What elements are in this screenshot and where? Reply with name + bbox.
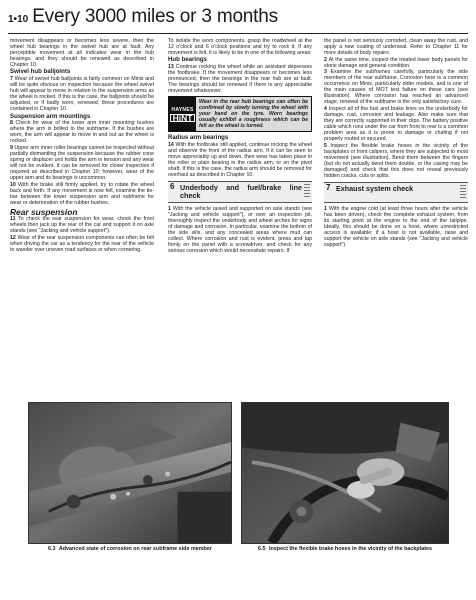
paragraph-4: 4 Inspect all of the fuel and brake lines on the underbody for damage, rust, corrosion and leakage. Also make sure that they are correctly supported in their clips. The battery positive cable which runs under the car from front to rear is a common problem area as it is prone to damage or chafing if not properly routed or secured.	[324, 106, 468, 143]
figure-caption-6-3: 6.3 Advanced state of corrosion on rear subframe side member	[48, 546, 212, 552]
paragraph-1: 1 With the vehicle raised and supported on axle stands (see "Jacking and vehicle support"), or over an inspection pit, thoroughly inspect the underbody and wheel arches for signs of damage and corrosion. In particular, examine the bottom of the side sills, and any concealed areas where mud can collect. Where corrosion and rust is evident, press and tap firmly on the panel with a screwdriver, and check for any serious corrosion which would necessitate repairs. If	[168, 206, 312, 255]
paragraph-2: 2 At the same time, inspect the treated lower body panels for stone damage and general condition.	[324, 56, 468, 69]
page-number: 1•10	[8, 14, 29, 25]
page-title: Every 3000 miles or 3 months	[32, 6, 278, 27]
paragraph-7: 7 Wear of swivel hub balljoints is fairly common on Minis and will be quite obvious on inspection because the wheel swivel hub will appear to move in relation to the suspension arms as the wheel is rocked. If this is the case, the balljoints should be adjusted, or if badly worn, renewed; these procedures are contained in Chapter 10.	[10, 76, 154, 113]
subheading-hub-bearings: Hub bearings	[168, 56, 207, 64]
section-marker-icon	[460, 185, 466, 200]
subheading-radius-arm-bearings: Radius arm bearings	[168, 134, 229, 142]
paragraph-12: 12 Wear of the rear suspension components can often be felt when driving the car as a tendency for the rear of the vehicle to wander over uneven road surfaces or when cornering.	[10, 234, 154, 253]
section-heading-7: 7 Exhaust system check	[324, 182, 468, 203]
text-column-2	[168, 38, 312, 255]
section-marker-icon	[304, 184, 310, 199]
page-header	[8, 6, 468, 34]
paragraph-10: 10 With the brake still firmly applied, try to rotate the wheel back and forth. If any movement is now felt, examine the tie-bar between the lower suspension arm and subframe for wear or deterioration of the rubber bushes.	[10, 181, 154, 206]
paragraph-14: 14 With the footbrake still applied, continue rocking the wheel and observe the front of the radius arm. If it can be seen to move appreciably up and down, then wear has taken place in the roller or plain bearing in the radius arm, or on the pivot shaft. If this is the case, the radius arm should be removed for overhaul as described in Chapter 10.	[168, 141, 312, 179]
subheading-swivel-hub-balljoints: Swivel hub balljoints	[10, 68, 71, 76]
paragraph: To isolate the worn components, grasp the roadwheel at the 12 o'clock and 6 o'clock positions and try to rock it. If any movement is felt, it is likely to be in one of the following areas:	[168, 38, 312, 57]
photo-brake-hose-inspection	[241, 402, 449, 544]
haynes-hint-box	[168, 96, 312, 132]
figure-caption-6-5: 6.5 Inspect the flexible brake hoses in the vicinity of the backplates	[258, 546, 432, 552]
paragraph-13: 13 Continue rocking the wheel while an assistant depresses the footbrake. If the movement disappears or becomes less pronounced, then the bearings in the rear hub are at fault. The bearings should be renewed if there is any appreciable movement whatsoever.	[168, 63, 312, 95]
text-column-1	[10, 38, 154, 253]
subheading-suspension-arm-mountings: Suspension arm mountings	[10, 112, 91, 120]
hint-text: Wear in the rear hub bearings can often be confirmed by slowly turning the wheel with your hand on the tyre. Worn bearings usually exhibit a roughness which can be felt as the wheel is turned.	[196, 97, 311, 131]
haynes-hint-logo: HAYNES HiNT	[169, 97, 196, 131]
paragraph-1: 1 With the engine cold (at least three hours after the vehicle has been driven), check the complete exhaust system, from its starting point at the engine to the end of the tailpipe. Ideally, this should be done on a hoist, where unrestricted access is available; if a hoist is not available, raise and support the vehicle on axle stands (see "Jacking and vehicle support").	[324, 206, 468, 249]
paragraph: the panel is not seriously corroded, clean away the rust, and apply a new coating of underseal. Refer to Chapter 11 for more details of body repairs.	[324, 38, 468, 57]
paragraph-11: 11 To check the rear suspension for wear, chock the front wheels then jack up the rear of the car and support it on axle stands (see "Jacking and vehicle support").	[10, 215, 154, 234]
paragraph: movement disappears or becomes less severe, then the wheel hub bearings in the swivel hub are at fault. Any perceptible movement at all indicates wear in the hub bearings, and they should be renewed as described in Chapter 10.	[10, 38, 154, 69]
paragraph-8: 8 Check for wear of the lower arm inner mounting bushes where the arm is bolted to the subframe. If the bushes are worn, the arm will appear to move in and out as the wheel is rocked.	[10, 120, 154, 145]
photo-subframe-corrosion	[28, 402, 232, 544]
heading-rear-suspension: Rear suspension	[10, 206, 78, 217]
paragraph-5: 5 Inspect the flexible brake hoses in the vicinity of the backplates or front calipers, where they are subjected to most movement (see illustration). Bend them between the fingers (but do not actually bend them double, or the casing may be damaged) and check that this does not reveal previously hidden cracks, cuts or splits.	[324, 142, 468, 180]
paragraph-3: 3 Examine the subframes carefully, particularly the side members of the rear subframe. Corrosion here is a common occurrence on Minis, particularly older models, and is one of the main causes of MOT test failure on these cars (see illustration). Where corrosion has reached an advanced stage, renewal of the subframe is the only satisfactory cure.	[324, 69, 468, 106]
text-column-3	[324, 38, 468, 249]
section-heading-6: 6 Underbody and fuel/brake line check	[168, 181, 312, 203]
paragraph-9: 9 Upper arm inner roller bearings cannot be inspected without partially dismantling the suspension because the rubber cone spring or displacer unit holds the arm in tension and any wear will not be evident. It can be removed for closer inspection if required as described in Chapter 10; however, wear of the upper arm and its bearings is uncommon.	[10, 144, 155, 182]
